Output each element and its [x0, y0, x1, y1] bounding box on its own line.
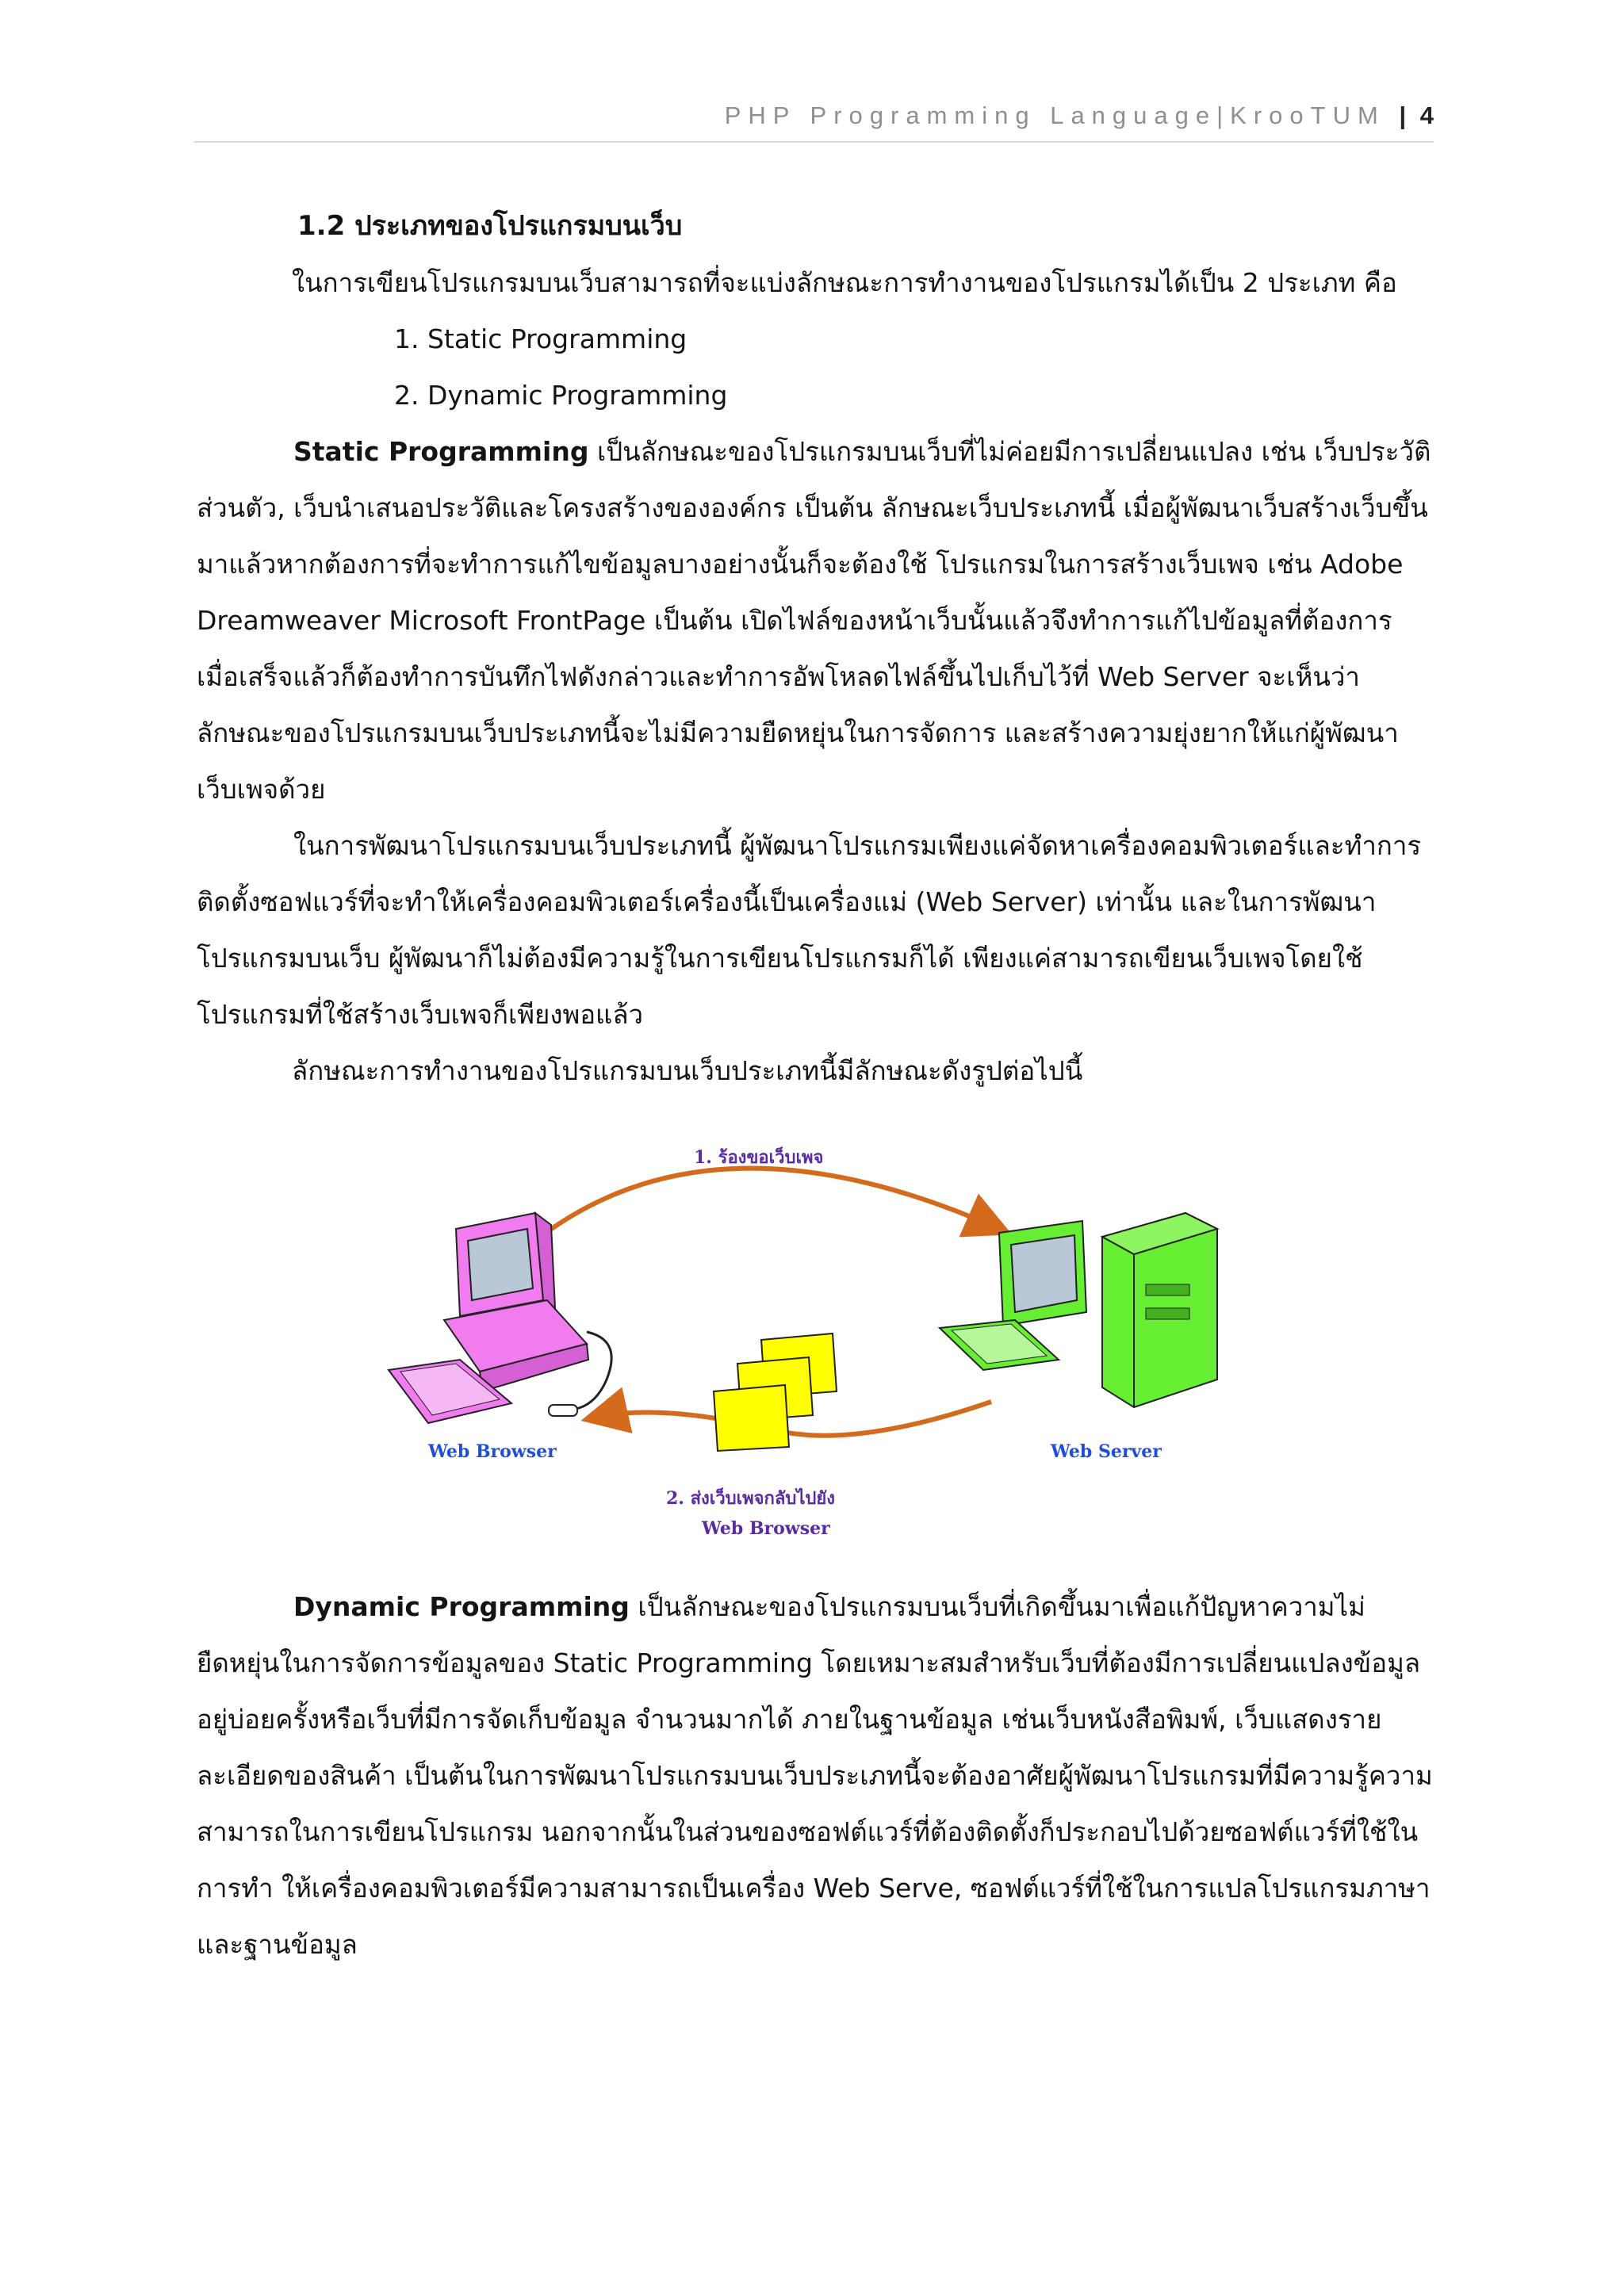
dynamic-term: Dynamic Programming — [293, 1591, 630, 1622]
dynamic-paragraph — [197, 1578, 1434, 1973]
develop-paragraph — [197, 817, 1434, 1043]
list-item-static: 1. Static Programming — [394, 323, 688, 354]
request-label: 1. ร้องขอเว็บเพจ — [694, 1147, 824, 1168]
client-label: Web Browser — [428, 1441, 557, 1462]
response-label-browser: Web Browser — [702, 1518, 830, 1539]
develop-text: ในการพัฒนาโปรแกรมบนเว็บประเภทนี้ ผู้พัฒนาโปรแกรมเพียงแค่จัดหาเครื่องคอมพิวเตอร์และทำการติดตั้งซอฟแวร์ที่จะทำให้เครื่องคอมพิวเตอร์เครื่องนี้เป็นเครื่องแม่ (Web Server) เท่านั้น และในการพัฒนาโปรแกรมบนเว็บ ผู้พัฒนาก็ไม่ต้องมีความรู้ในการเขียนโปรแกรมก็ได้ เพียงแค่สามารถเขียนเว็บเพจโดยใช้โปรแกรมที่ใช้สร้างเว็บเพจก็เพียงพอแล้ว — [197, 830, 1422, 1030]
header-separator: | — [1399, 101, 1407, 129]
request-arrow — [535, 1169, 999, 1241]
page-header — [194, 101, 1434, 130]
list-item-dynamic: 2. Dynamic Programming — [394, 380, 728, 411]
header-divider — [194, 141, 1434, 143]
response-label: 2. ส่งเว็บเพจกลับไปยัง — [666, 1488, 835, 1509]
static-text: เป็นลักษณะของโปรแกรมบนเว็บที่ไม่ค่อยมีการเปลี่ยนแปลง เช่น เว็บประวัติส่วนตัว, เว็บนำเสนอประวัติและโครงสร้างขององค์กร เป็นต้น ลักษณะเว็บประเภทนี้ เมื่อผู้พัฒนาเว็บสร้างเว็บขึ้นมาแล้วหากต้องการที่จะทำการแก้ไขข้อมูลบางอย่างนั้นก็จะต้องใช้ โปรแกรมในการสร้างเว็บเพจ เช่น Adobe Dreamweaver Microsoft FrontPage เป็นต้น เปิดไฟล์ของหน้าเว็บนั้นแล้วจึงทำการแก้ไปข้อมูลที่ต้องการ เมื่อเสร็จแล้วก็ต้องทำการบันทึกไฟดังกล่าวและทำการอัพโหลดไฟล์ขึ้นไปเก็บไว้ที่ Web Server จะเห็นว่าลักษณะของโปรแกรมบนเว็บประเภทนี้จะไม่มีความยืดหยุ่นในการจัดการ และสร้างความยุ่งยากให้แก่ผู้พัฒนาเว็บเพจด้วย — [197, 436, 1431, 805]
static-paragraph — [197, 423, 1434, 817]
client-computer-icon — [389, 1213, 611, 1423]
page-number: 4 — [1419, 101, 1434, 129]
web-diagram — [341, 1118, 1293, 1562]
dynamic-text: เป็นลักษณะของโปรแกรมบนเว็บที่เกิดขึ้นมาเพื่อแก้ปัญหาความไม่ยืดหยุ่นในการจัดการข้อมูลของ Static Programming โดยเหมาะสมสำหรับเว็บที่ต้องมีการเปลี่ยนแปลงข้อมูลอยู่บ่อยครั้งหรือเว็บที่มีการจัดเก็บข้อมูล จำนวนมากได้ ภายในฐานข้อมูล เช่นเว็บหนังสือพิมพ์, เว็บแสดงรายละเอียดของสินค้า เป็นต้นในการพัฒนาโปรแกรมบนเว็บประเภทนี้จะต้องอาศัยผู้พัฒนาโปรแกรมที่มีความรู้ความสามารถในการเขียนโปรแกรม นอกจากนั้นในส่วนของซอฟต์แวร์ที่ต้องติดตั้งก็ประกอบไปด้วยซอฟต์แวร์ที่ใช้ในการทำ ให้เครื่องคอมพิวเตอร์มีความสามารถเป็นเครื่อง Web Serve, ซอฟต์แวร์ที่ใช้ในการแปลโปรแกรมภาษาและฐานข้อมูล — [197, 1591, 1433, 1960]
section-heading: 1.2 ประเภทของโปรแกรมบนเว็บ — [297, 210, 683, 242]
server-computer-icon — [940, 1213, 1217, 1407]
section-intro: ในการเขียนโปรแกรมบนเว็บสามารถที่จะแบ่งลักษณะการทำงานของโปรแกรมได้เป็น 2 ประเภท คือ — [292, 267, 1397, 298]
static-term: Static Programming — [293, 436, 589, 467]
figure-intro: ลักษณะการทำงานของโปรแกรมบนเว็บประเภทนี้มีลักษณะดังรูปต่อไปนี้ — [292, 1055, 1083, 1086]
header-title: PHP Programming Language|KrooTUM — [724, 101, 1385, 129]
server-label: Web Server — [1051, 1441, 1162, 1462]
